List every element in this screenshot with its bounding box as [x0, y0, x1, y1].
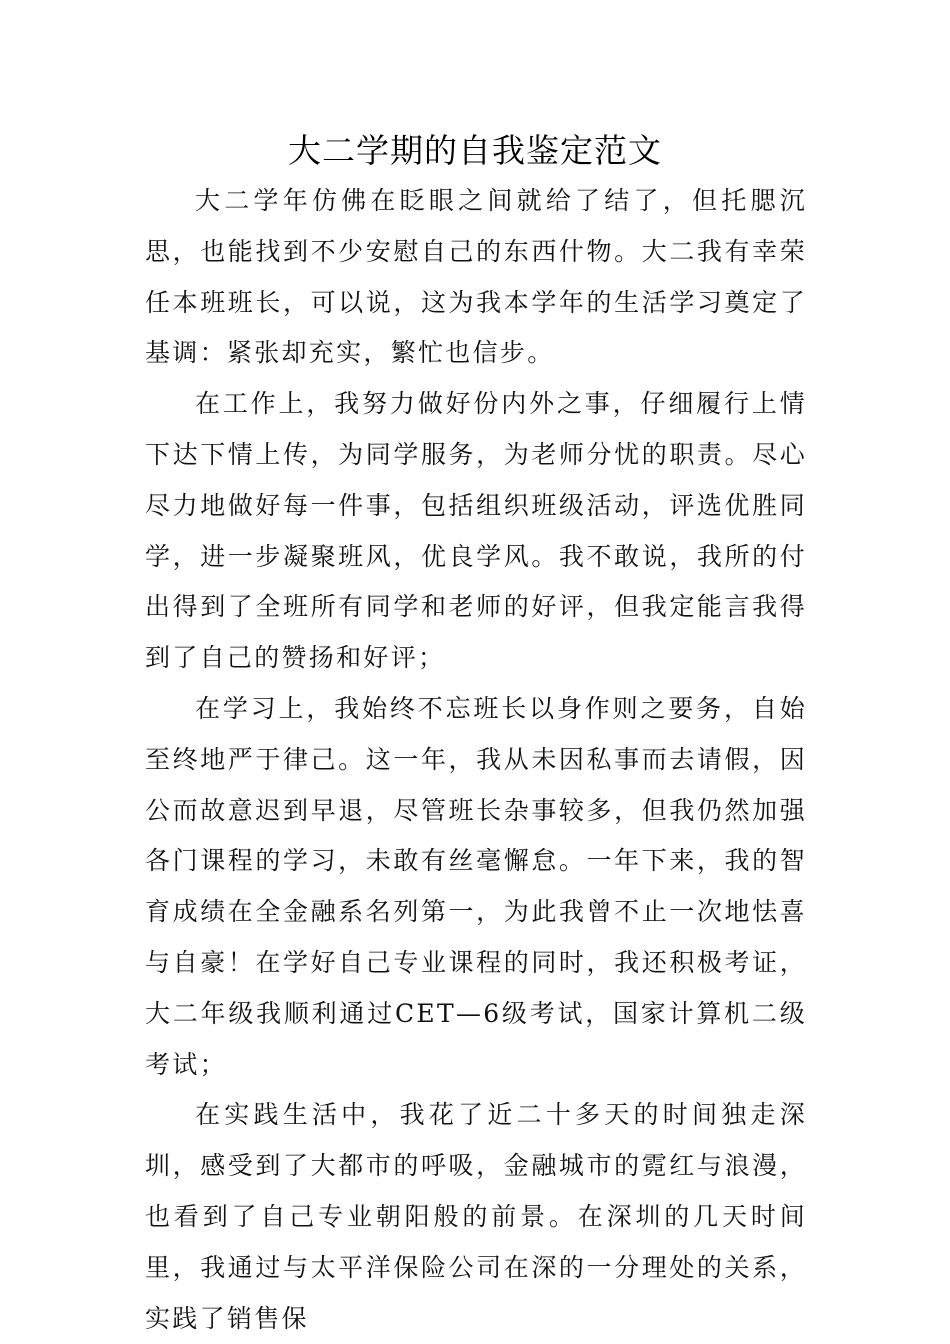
paragraph-practice: 在实践生活中，我花了近二十多天的时间独走深圳，感受到了大都市的呼吸，金融城市的霓红与浪漫，也看到了自己专业朝阳般的前景。在深圳的几天时间里，我通过与太平洋保险公司在深的一分理处的关系，实践了销售保 [145, 1100, 807, 1333]
paragraph-intro: 大二学年仿佛在眨眼之间就给了结了，但托腮沉思，也能找到不少安慰自己的东西什物。大二我有幸荣任本班班长，可以说，这为我本学年的生活学习奠定了基调：紧张却充实，繁忙也信步。 [145, 186, 807, 368]
document-title: 大二学期的自我鉴定范文 [288, 131, 662, 170]
paragraph-work: 在工作上，我努力做好份内外之事，仔细履行上情下达下情上传，为同学服务，为老师分忧的职责。尽心尽力地做好每一件事，包括组织班级活动，评选优胜同学，进一步凝聚班风，优良学风。我不敢说，我所的付出得到了全班所有同学和老师的好评，但我定能言我得到了自己的赞扬和好评； [145, 389, 807, 673]
document-body [145, 176, 807, 1344]
paragraph-study: 在学习上，我始终不忘班长以身作则之要务，自始至终地严于律己。这一年，我从未因私事而去请假，因公而故意迟到早退，尽管班长杂事较多，但我仍然加强各门课程的学习，未敢有丝毫懈怠。一年下来，我的智育成绩在全金融系名列第一，为此我曾不止一次地怯喜与自豪！在学好自己专业课程的同时，我还积极考证，大二年级我顺利通过CET—6级考试，国家计算机二级考试； [145, 693, 807, 1079]
